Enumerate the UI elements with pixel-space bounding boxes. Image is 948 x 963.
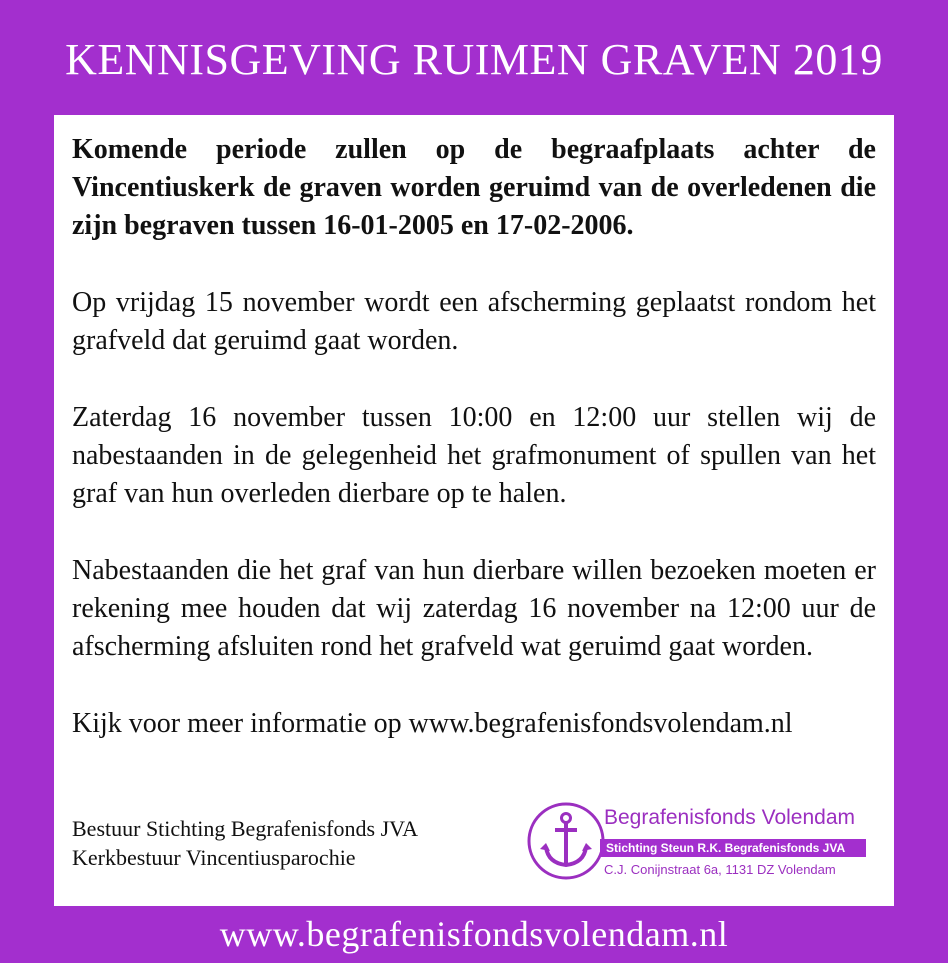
pickup-paragraph: Zaterdag 16 november tussen 10:00 en 12:00 uur stellen wij de nabestaanden in de gelegenheid het grafmonument of spullen van het graf van hun overleden dierbare op te halen. [72, 402, 876, 509]
footer-url: www.begrafenisfondsvolendam.nl [219, 914, 729, 954]
signer-parish: Kerkbestuur Vincentiusparochie [72, 845, 356, 870]
page-title: KENNISGEVING RUIMEN GRAVEN 2019 [65, 35, 883, 84]
fence-paragraph: Op vrijdag 15 november wordt een afscherming geplaatst rondom het grafveld dat geruimd gaat worden. [72, 287, 876, 356]
info-paragraph: Kijk voor meer informatie op www.begrafenisfondsvolendam.nl [72, 708, 793, 739]
logo-name: Begrafenisfonds Volendam [604, 806, 856, 829]
notice-body [72, 131, 876, 743]
logo-address: C.J. Conijnstraat 6a, 1131 DZ Volendam [604, 862, 836, 877]
intro-paragraph: Komende periode zullen op de begraafplaats achter de Vincentiuskerk de graven worden geruimd van de overledenen die zijn begraven tussen 16-01-2005 en 17-02-2006. [72, 134, 876, 241]
logo-subtitle: Stichting Steun R.K. Begrafenisfonds JVA [600, 839, 866, 857]
foundation-logo [526, 801, 876, 881]
signer-foundation: Bestuur Stichting Begrafenisfonds JVA [72, 816, 419, 841]
signers [72, 814, 418, 872]
anchor-icon [526, 801, 606, 881]
visit-paragraph: Nabestaanden die het graf van hun dierbare willen bezoeken moeten er rekening mee houden dat wij zaterdag 16 november na 12:00 uur de afscherming afsluiten rond het grafveld wat geruimd gaat worden. [72, 555, 876, 662]
notice-panel [54, 115, 894, 906]
